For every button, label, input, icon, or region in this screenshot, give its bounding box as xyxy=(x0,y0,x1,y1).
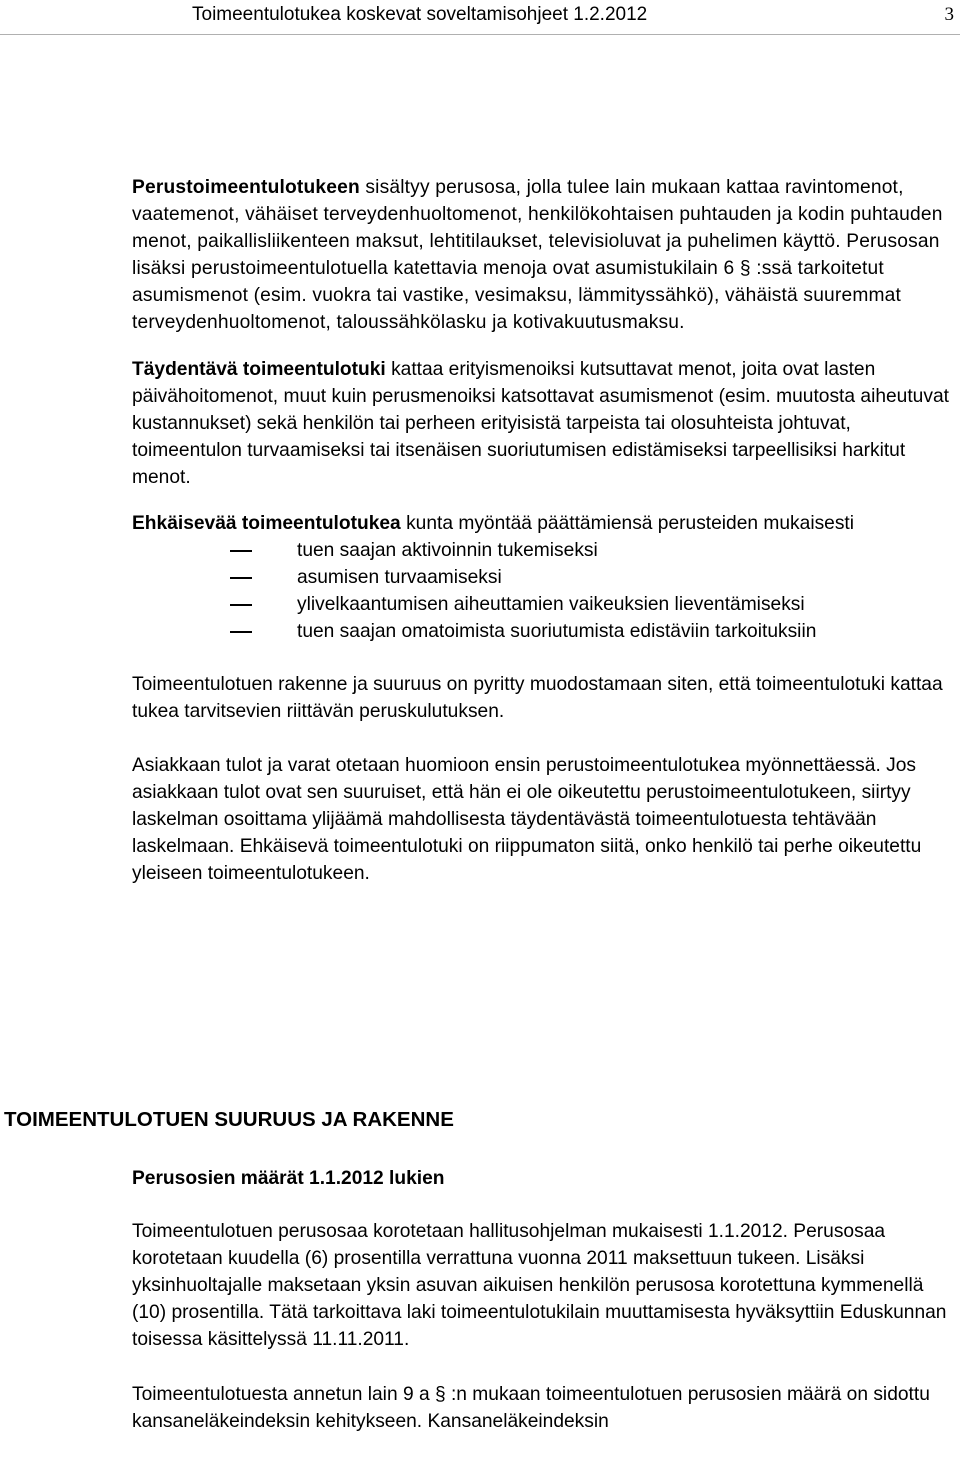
list-item: tuen saajan omatoimista suoriutumista edistäviin tarkoituksiin xyxy=(132,618,952,645)
dash-bullet-icon xyxy=(230,577,252,579)
paragraph-asiakkaan-tulot: Asiakkaan tulot ja varat otetaan huomioon ensin perustoimeentulotukea myönnettäessä. Jos asiakkaan tulot ovat sen suuruiset, että hän ei ole oikeutettu perustoimeentulotukeen, siirtyy laskelman osoittama ylijäämä mahdollisesta täydentävästä toimeentulotuesta tehtävään laskelmaan. Ehkäisevä toimeentulotuki on riippumaton siitä, onko henkilö tai perhe oikeutettu yleiseen toimeentulotukeen. xyxy=(132,755,922,884)
header-rule xyxy=(0,34,960,35)
paragraph-ehkaiseva xyxy=(132,510,952,537)
term-taydentava: Täydentävä toimeentulotuki xyxy=(132,359,386,380)
paragraph-text: sisältyy perusosa, jolla tulee lain mukaan kattaa ravintomenot, vaatemenot, vähäiset terveydenhuoltomenot, henkilökohtaisen puhtauden ja kodin puhtauden menot, paikallisliikenteen maksut, lehtitilaukset, televisioluvat ja puhelimen käyttö. Perusosan lisäksi perustoimeentulotuella katettavia menoja ovat asumistukilain 6 § :ssä tarkoitetut asumismenot (esim. vuokra tai vastike, vesimaksu, lämmityssähkö), vähäistä suuremmat terveydenhuoltomenot, taloussähkölasku ja kotivakuutusmaksu. xyxy=(132,177,943,333)
page-header xyxy=(192,4,960,30)
paragraph-text: kattaa erityismenoiksi kutsuttavat menot, joita ovat lasten päivähoitomenot, muut kuin perusmenoiksi katsottavat asumismenot (esim. muutosta aiheutuvat kustannukset) sekä henkilön tai perheen erityisistä tarpeista tai olosuhteista johtuvat, toimeentulon turvaamiseksi tai itsenäisen suoriutumisen edistämiseksi tarpeellisiksi harkitut menot. xyxy=(132,359,949,488)
paragraph-rakenne: Toimeentulotuen rakenne ja suuruus on pyritty muodostamaan siten, että toimeentulotuki kattaa tukea tarvitsevien riittävän peruskulutuksen. xyxy=(132,674,943,722)
list-item: ylivelkaantumisen aiheuttamien vaikeuksien lieventämiseksi xyxy=(132,591,952,618)
subsection-heading: Perusosien määrät 1.1.2012 lukien xyxy=(132,1168,445,1189)
dash-bullet-icon xyxy=(230,631,252,633)
dash-bullet-icon xyxy=(230,604,252,606)
document-title: Toimeentulotukea koskevat soveltamisohjeet 1.2.2012 xyxy=(192,4,648,25)
purpose-list xyxy=(132,537,952,645)
paragraph-perustoimeentulotuki xyxy=(132,174,952,336)
paragraph-indeksi: Toimeentulotuesta annetun lain 9 a § :n mukaan toimeentulotuen perusosien määrä on sidottu kansaneläkeindeksin kehitykseen. Kansaneläkeindeksin xyxy=(132,1384,930,1432)
term-ehkaiseva: Ehkäisevää toimeentulotukea xyxy=(132,513,401,534)
dash-bullet-icon xyxy=(230,550,252,552)
list-item: asumisen turvaamiseksi xyxy=(132,564,952,591)
paragraph-perusosa-korotus: Toimeentulotuen perusosaa korotetaan hallitusohjelman mukaisesti 1.1.2012. Perusosaa korotetaan kuudella (6) prosentilla verrattuna vuonna 2011 maksettuun tukeen. Lisäksi yksinhuoltajalle maksetaan yksin asuvan aikuisen henkilön perusosa korotettuna kymmenellä (10) prosentilla. Tätä tarkoittava laki toimeentulotukilain muuttamisesta hyväksyttiin Eduskunnan toisessa käsittelyssä 11.11.2011. xyxy=(132,1221,947,1350)
paragraph-text: kunta myöntää päättämiensä perusteiden mukaisesti xyxy=(400,513,855,534)
section-heading: TOIMEENTULOTUEN SUURUUS JA RAKENNE xyxy=(4,1108,454,1131)
page-number: 3 xyxy=(944,4,954,25)
term-perustoimeentulotuki: Perustoimeentulotukeen xyxy=(132,177,360,198)
paragraph-taydentava xyxy=(132,356,952,491)
list-item: tuen saajan aktivoinnin tukemiseksi xyxy=(132,537,952,564)
body-section-1 xyxy=(132,174,952,887)
body-section-2 xyxy=(132,1165,952,1435)
